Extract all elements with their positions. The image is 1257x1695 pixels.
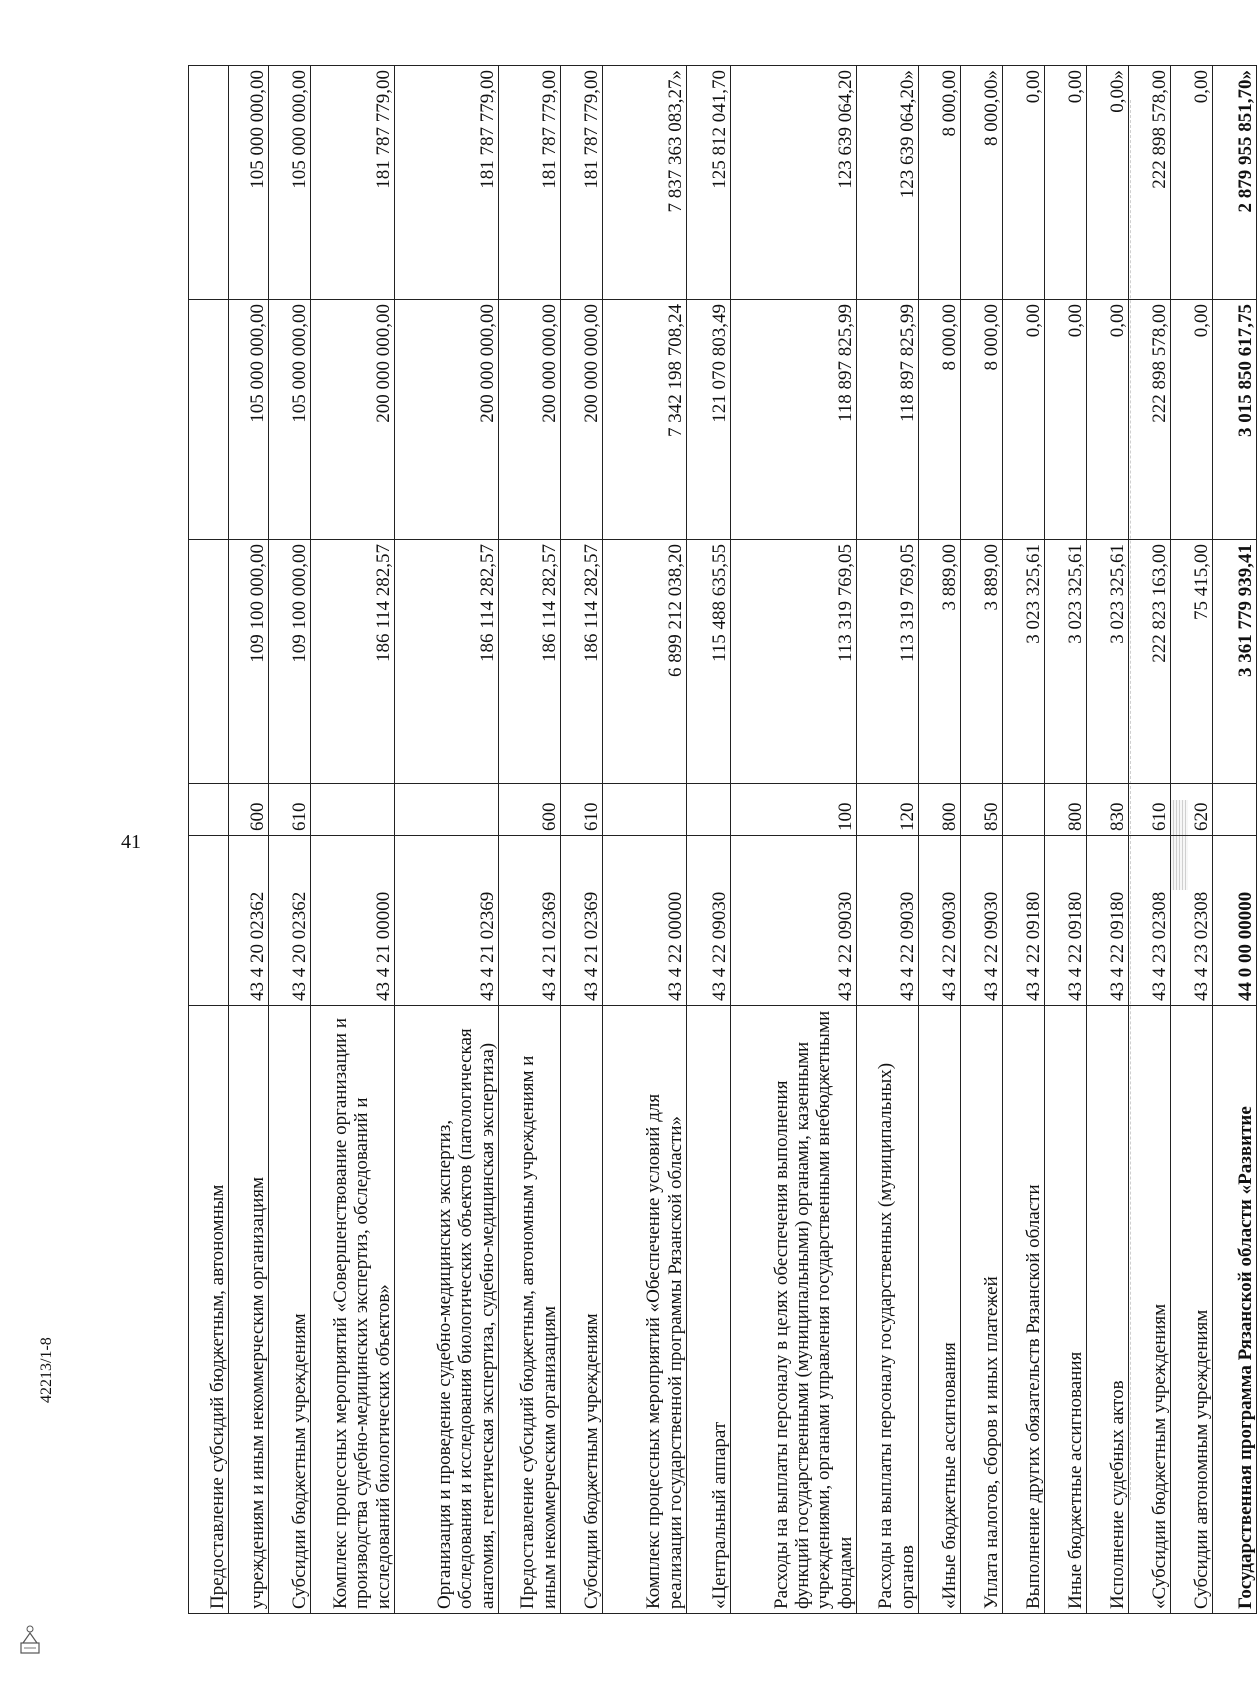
row-code: 43 4 21 02369: [499, 836, 561, 1006]
row-value-2024: 3 023 325,61: [1003, 540, 1045, 784]
row-value-2024: 3 889,00: [961, 540, 1003, 784]
row-code: 43 4 22 09180: [1045, 836, 1087, 1006]
row-code: 43 4 22 09030: [731, 836, 857, 1006]
row-value-2025: 200 000 000,00: [561, 300, 603, 540]
row-value-2026: 8 000,00: [919, 66, 961, 300]
row-vr-code: [311, 784, 395, 836]
table-row: [857, 66, 919, 1614]
table-row: [499, 66, 561, 1614]
row-name: Комплекс процессных мероприятий «Совершенствование организации и производства судебно-медицинских экспертиз, обследований и исследований биологических объектов»: [311, 1006, 395, 1614]
row-value-2025: 8 000,00: [961, 300, 1003, 540]
table-row: [1045, 66, 1087, 1614]
row-name: Организация и проведение судебно-медицинских экспертиз, обследования и исследования биологических объектов (патологическая анатомия, генетическая экспертиза, судебно-медицинская экспертиза): [395, 1006, 499, 1614]
row-code: 43 4 23 02308: [1171, 836, 1213, 1006]
row-value-2024: 6 899 212 038,20: [603, 540, 687, 784]
row-vr-code: 800: [1045, 784, 1087, 836]
table-row: [395, 66, 499, 1614]
row-value-2024: 3 361 779 939,41: [1213, 540, 1257, 784]
row-value-2024: 222 823 163,00: [1129, 540, 1171, 784]
row-code: 43 4 21 02369: [395, 836, 499, 1006]
row-name: Расходы на выплаты персоналу в целях обеспечения выполнения функций государственными (муниципальными) органами, казенными учреждениями, органами управления государственными внебюджетными фондами: [731, 1006, 857, 1614]
row-vr-code: 800: [919, 784, 961, 836]
row-value-2024: 186 114 282,57: [499, 540, 561, 784]
row-code: 43 4 20 02362: [269, 836, 311, 1006]
row-value-2026: 0,00: [1003, 66, 1045, 300]
row-value-2025: 105 000 000,00: [269, 300, 311, 540]
table-row: [561, 66, 603, 1614]
row-value-2024: 3 023 325,61: [1087, 540, 1129, 784]
row-value-2024: 109 100 000,00: [269, 540, 311, 784]
row-value-2026: 181 787 779,00: [561, 66, 603, 300]
row-value-2025: 222 898 578,00: [1129, 300, 1171, 540]
row-value-2024: 3 023 325,61: [1045, 540, 1087, 784]
row-code: 43 4 20 02362: [229, 836, 269, 1006]
table-row: [687, 66, 731, 1614]
row-value-2024: 75 415,00: [1171, 540, 1213, 784]
row-name: «Иные бюджетные ассигнования: [919, 1006, 961, 1614]
row-code: 43 4 22 00000: [603, 836, 687, 1006]
row-value-2025: [189, 300, 229, 540]
row-value-2024: 186 114 282,57: [395, 540, 499, 784]
row-value-2026: 181 787 779,00: [499, 66, 561, 300]
row-vr-code: 600: [499, 784, 561, 836]
row-vr-code: [1003, 784, 1045, 836]
row-value-2025: 200 000 000,00: [395, 300, 499, 540]
table-row: [1213, 66, 1257, 1614]
row-vr-code: 610: [1129, 784, 1171, 836]
row-name: «Центральный аппарат: [687, 1006, 731, 1614]
row-vr-code: 830: [1087, 784, 1129, 836]
row-name: Субсидии бюджетным учреждениям: [269, 1006, 311, 1614]
row-vr-code: 100: [731, 784, 857, 836]
emblem-icon: [18, 1615, 42, 1655]
row-name: «Субсидии бюджетным учреждениям: [1129, 1006, 1171, 1614]
row-vr-code: 600: [229, 784, 269, 836]
row-value-2026: 8 000,00»: [961, 66, 1003, 300]
row-value-2025: 0,00: [1171, 300, 1213, 540]
table-row: [1171, 66, 1213, 1614]
row-value-2025: 7 342 198 708,24: [603, 300, 687, 540]
row-value-2026: 181 787 779,00: [311, 66, 395, 300]
row-vr-code: 620: [1171, 784, 1213, 836]
row-value-2025: 105 000 000,00: [229, 300, 269, 540]
row-code: 43 4 21 02369: [561, 836, 603, 1006]
table-row: [1003, 66, 1045, 1614]
row-name: Государственная программа Рязанской области «Развитие: [1213, 1006, 1257, 1614]
row-value-2025: 118 897 825,99: [857, 300, 919, 540]
table-row: [603, 66, 687, 1614]
budget-table: [188, 65, 1257, 1614]
row-vr-code: [687, 784, 731, 836]
row-code: 43 4 21 00000: [311, 836, 395, 1006]
table-row: [1087, 66, 1129, 1614]
row-name: Предоставление субсидий бюджетным, автономным: [189, 1006, 229, 1614]
row-vr-code: [1213, 784, 1257, 836]
row-value-2026: 123 639 064,20: [731, 66, 857, 300]
row-vr-code: [395, 784, 499, 836]
row-code: 43 4 22 09180: [1003, 836, 1045, 1006]
table-row: [311, 66, 395, 1614]
row-code: 43 4 22 09180: [1087, 836, 1129, 1006]
row-value-2024: 3 889,00: [919, 540, 961, 784]
row-value-2026: [189, 66, 229, 300]
row-code: 43 4 22 09030: [919, 836, 961, 1006]
row-code: 43 4 22 09030: [687, 836, 731, 1006]
row-name: учреждениям и иным некоммерческим организациям: [229, 1006, 269, 1614]
row-value-2026: 125 812 041,70: [687, 66, 731, 300]
row-value-2026: 0,00: [1045, 66, 1087, 300]
row-value-2025: 0,00: [1003, 300, 1045, 540]
row-value-2025: 118 897 825,99: [731, 300, 857, 540]
row-code: [189, 836, 229, 1006]
row-name: Иные бюджетные ассигнования: [1045, 1006, 1087, 1614]
row-code: 43 4 22 09030: [857, 836, 919, 1006]
row-vr-code: [603, 784, 687, 836]
row-vr-code: 120: [857, 784, 919, 836]
row-value-2026: 123 639 064,20»: [857, 66, 919, 300]
row-value-2025: 0,00: [1045, 300, 1087, 540]
row-vr-code: 850: [961, 784, 1003, 836]
row-vr-code: 610: [561, 784, 603, 836]
table-row: [961, 66, 1003, 1614]
row-value-2026: 2 879 955 851,70»: [1213, 66, 1257, 300]
row-name: Выполнение других обязательств Рязанской области: [1003, 1006, 1045, 1614]
row-value-2026: 105 000 000,00: [269, 66, 311, 300]
table-row: [919, 66, 961, 1614]
row-name: Субсидии бюджетным учреждениям: [561, 1006, 603, 1614]
row-value-2026: 0,00»: [1087, 66, 1129, 300]
row-value-2024: 113 319 769,05: [731, 540, 857, 784]
budget-table-container: [188, 66, 1256, 1614]
row-value-2026: 181 787 779,00: [395, 66, 499, 300]
page-number: 41: [121, 831, 141, 853]
row-value-2024: 186 114 282,57: [311, 540, 395, 784]
row-name: Уплата налогов, сборов и иных платежей: [961, 1006, 1003, 1614]
row-code: 44 0 00 00000: [1213, 836, 1257, 1006]
row-value-2025: 8 000,00: [919, 300, 961, 540]
row-value-2024: 186 114 282,57: [561, 540, 603, 784]
row-value-2025: 121 070 803,49: [687, 300, 731, 540]
row-value-2025: 0,00: [1087, 300, 1129, 540]
table-row: [1129, 66, 1171, 1614]
row-name: Предоставление субсидий бюджетным, автономным учреждениям и иным некоммерческим организациям: [499, 1006, 561, 1614]
table-row: [731, 66, 857, 1614]
row-value-2025: 3 015 850 617,75: [1213, 300, 1257, 540]
table-row: [189, 66, 229, 1614]
row-name: Комплекс процессных мероприятий «Обеспечение условий для реализации государственной программы Рязанской области»: [603, 1006, 687, 1614]
table-row: [229, 66, 269, 1614]
row-value-2026: 0,00: [1171, 66, 1213, 300]
row-name: Субсидии автономным учреждениям: [1171, 1006, 1213, 1614]
row-code: 43 4 22 09030: [961, 836, 1003, 1006]
row-value-2026: 105 000 000,00: [229, 66, 269, 300]
row-value-2026: 222 898 578,00: [1129, 66, 1171, 300]
row-value-2024: 113 319 769,05: [857, 540, 919, 784]
row-value-2025: 200 000 000,00: [311, 300, 395, 540]
table-row: [269, 66, 311, 1614]
document-code: 42213/1-8: [38, 1337, 55, 1403]
row-code: 43 4 23 02308: [1129, 836, 1171, 1006]
row-value-2024: [189, 540, 229, 784]
row-value-2026: 7 837 363 083,27»: [603, 66, 687, 300]
row-value-2025: 200 000 000,00: [499, 300, 561, 540]
row-value-2024: 115 488 635,55: [687, 540, 731, 784]
budget-table-body: [189, 66, 1257, 1614]
row-name: Расходы на выплаты персоналу государственных (муниципальных) органов: [857, 1006, 919, 1614]
row-value-2024: 109 100 000,00: [229, 540, 269, 784]
row-vr-code: [189, 784, 229, 836]
row-vr-code: 610: [269, 784, 311, 836]
row-name: Исполнение судебных актов: [1087, 1006, 1129, 1614]
